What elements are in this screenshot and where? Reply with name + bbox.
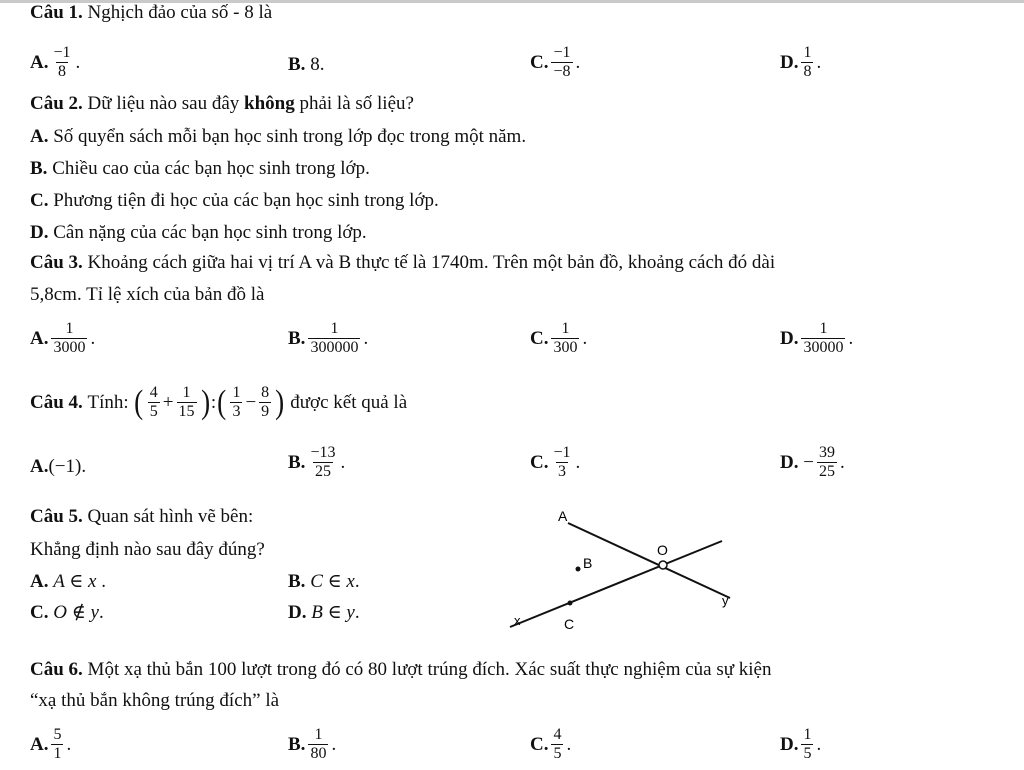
denominator: 80 — [310, 745, 327, 762]
option-label: D. — [780, 51, 799, 73]
question-text: phải là số liệu? — [299, 93, 414, 114]
numerator: −1 — [53, 44, 71, 61]
option-math: O ∉ y — [53, 602, 99, 623]
q2-option-a[interactable] — [30, 126, 526, 148]
option-label: D. — [288, 601, 307, 623]
question-label: Câu 6. — [30, 659, 83, 680]
q6-option-d[interactable] — [780, 726, 821, 763]
q4-option-d[interactable] — [780, 444, 845, 481]
point-label-b: B — [583, 555, 593, 571]
fraction — [148, 384, 160, 421]
paren-open: ( — [134, 383, 144, 421]
line-label-x: x — [514, 613, 521, 628]
option-label: D. — [780, 327, 799, 349]
fraction — [551, 320, 579, 357]
fraction — [801, 726, 813, 763]
suffix: . — [66, 733, 72, 755]
question-label: Câu 4. — [30, 391, 83, 413]
option-label: C. — [30, 601, 49, 623]
fraction — [551, 726, 563, 763]
numerator: 5 — [53, 726, 62, 743]
operator: + — [162, 391, 174, 413]
question-text: Nghịch đảo của số - 8 là — [87, 2, 273, 23]
option-text: Chiều cao của các bạn học sinh trong lớp. — [52, 158, 370, 179]
numerator: −13 — [310, 444, 336, 461]
suffix: . — [98, 601, 104, 623]
fraction — [51, 320, 87, 357]
question-text: được kết quả là — [290, 391, 408, 413]
q3-option-d[interactable] — [780, 320, 853, 357]
q3-option-c[interactable] — [530, 320, 587, 357]
q2-option-c[interactable] — [30, 190, 439, 212]
question-emphasis: không — [244, 93, 295, 114]
numerator: −1 — [553, 444, 571, 461]
option-label: B. — [288, 327, 306, 349]
denominator: 8 — [58, 63, 66, 80]
denominator: 1 — [53, 745, 62, 762]
fraction — [308, 320, 360, 357]
question-text: 5,8cm. Tỉ lệ xích của bản đồ là — [30, 284, 265, 305]
q6-option-a[interactable] — [30, 726, 71, 763]
point-c — [568, 601, 573, 606]
option-label: A. — [30, 327, 49, 349]
denominator: 25 — [818, 463, 835, 480]
fraction — [308, 726, 328, 763]
denominator: 30000 — [803, 339, 844, 356]
point-label-a: A — [558, 508, 568, 524]
option-label: B. — [288, 451, 306, 473]
question-text: Dữ liệu nào sau đây — [87, 93, 240, 114]
option-label: B. — [288, 54, 306, 75]
option-label: D. — [780, 733, 799, 755]
question-5-line2 — [30, 539, 265, 561]
operator: − — [245, 391, 257, 413]
numerator: 1 — [803, 726, 812, 743]
question-6 — [30, 659, 772, 681]
question-text: Khẳng định nào sau đây đúng? — [30, 539, 265, 560]
numerator: 1 — [330, 320, 339, 337]
denominator: 3 — [558, 463, 566, 480]
suffix: . — [363, 327, 369, 349]
question-6-line2 — [30, 690, 279, 712]
sign: − — [803, 451, 814, 473]
option-text: 8. — [310, 54, 325, 75]
suffix: . — [839, 451, 845, 473]
denominator: 5 — [803, 745, 812, 762]
q5-option-c[interactable] — [30, 601, 104, 624]
option-label: C. — [30, 190, 49, 211]
denominator: 3 — [232, 403, 241, 420]
q6-option-b[interactable] — [288, 726, 336, 763]
question-5 — [30, 506, 253, 528]
option-label: A. — [30, 51, 49, 73]
question-label: Câu 1. — [30, 2, 83, 23]
suffix: . — [816, 733, 822, 755]
suffix: . — [354, 570, 360, 592]
option-label: C. — [530, 733, 549, 755]
suffix: . — [90, 327, 96, 349]
q6-option-c[interactable] — [530, 726, 571, 763]
suffix: . — [101, 570, 106, 592]
option-label: A. — [30, 456, 49, 477]
suffix: . — [848, 327, 854, 349]
numerator: 1 — [314, 726, 323, 743]
question-4 — [30, 384, 407, 421]
question-3-line2 — [30, 284, 264, 306]
denominator: 8 — [803, 63, 812, 80]
question-label: Câu 3. — [30, 252, 83, 273]
denominator: 9 — [261, 403, 270, 420]
question-2 — [30, 93, 414, 115]
question-1 — [30, 2, 272, 24]
point-o — [659, 561, 667, 569]
denominator: 300 — [553, 339, 578, 356]
numerator: 1 — [182, 384, 191, 401]
paren-close: ) — [200, 383, 210, 421]
fraction — [308, 444, 337, 481]
suffix: . — [575, 51, 581, 73]
paren-open: ( — [217, 383, 227, 421]
q1-option-a[interactable] — [30, 44, 80, 81]
numerator: 4 — [149, 384, 158, 401]
numerator: 39 — [818, 444, 835, 461]
question-text: Khoảng cách giữa hai vị trí A và B thực tế là 1740m. Trên một bản đồ, khoảng cách đó dài — [87, 252, 776, 273]
q2-option-b[interactable] — [30, 158, 370, 180]
option-math: B ∈ y — [311, 602, 355, 623]
option-label: B. — [30, 158, 48, 179]
suffix: . — [582, 327, 588, 349]
suffix: . — [340, 451, 346, 473]
q4-option-b[interactable] — [288, 444, 345, 481]
option-label: B. — [288, 733, 306, 755]
option-label: A. — [30, 733, 49, 755]
numerator: 1 — [65, 320, 74, 337]
option-label: D. — [30, 222, 49, 243]
numerator: 1 — [803, 44, 812, 61]
fraction — [177, 384, 197, 421]
denominator: −8 — [553, 63, 571, 80]
question-text: Quan sát hình vẽ bên: — [87, 506, 254, 527]
option-text: Cân nặng của các bạn học sinh trong lớp. — [53, 222, 367, 243]
q5-option-a[interactable] — [30, 570, 106, 593]
option-label: A. — [30, 570, 49, 592]
line-x — [510, 541, 722, 627]
q4-option-a[interactable] — [30, 456, 86, 478]
option-label: D. — [780, 451, 799, 473]
q5-option-d[interactable] — [288, 601, 360, 624]
q1-option-b[interactable] — [288, 54, 324, 76]
fraction — [259, 384, 271, 421]
suffix: . — [566, 733, 572, 755]
numerator: 4 — [553, 726, 562, 743]
fraction — [230, 384, 242, 421]
geometry-figure — [500, 505, 740, 640]
q1-option-d[interactable] — [780, 44, 821, 81]
option-text: Phương tiện đi học của các bạn học sinh trong lớp. — [53, 190, 439, 211]
line-label-y: y — [722, 593, 729, 608]
q3-option-b[interactable] — [288, 320, 368, 357]
option-text: (−1). — [48, 456, 87, 477]
suffix: . — [354, 601, 360, 623]
option-math: A ∈ x — [53, 571, 97, 592]
numerator: 1 — [561, 320, 570, 337]
denominator: 5 — [149, 403, 158, 420]
fraction — [551, 444, 572, 481]
denominator: 5 — [553, 745, 562, 762]
numerator: 8 — [261, 384, 270, 401]
q5-option-b[interactable] — [288, 570, 360, 593]
q2-option-d[interactable] — [30, 222, 367, 244]
question-label: Câu 5. — [30, 506, 83, 527]
numerator: 1 — [232, 384, 241, 401]
suffix: . — [75, 51, 81, 73]
fraction — [51, 44, 72, 81]
q1-option-c[interactable] — [530, 44, 580, 81]
fraction — [817, 444, 837, 481]
option-label: C. — [530, 451, 549, 473]
operator: : — [210, 391, 217, 413]
denominator: 25 — [314, 463, 331, 480]
fraction — [551, 44, 572, 81]
numerator: −1 — [553, 44, 571, 61]
fraction — [801, 320, 845, 357]
option-label: C. — [530, 327, 549, 349]
paren-close: ) — [275, 383, 285, 421]
numerator: 1 — [819, 320, 828, 337]
denominator: 3000 — [53, 339, 86, 356]
point-label-o: O — [657, 542, 668, 558]
question-text: Tính: — [87, 391, 129, 413]
q4-option-c[interactable] — [530, 444, 580, 481]
option-math: C ∈ x — [310, 571, 355, 592]
option-label: B. — [288, 570, 306, 592]
question-text: “xạ thủ bắn không trúng đích” là — [30, 690, 280, 711]
suffix: . — [575, 451, 581, 473]
denominator: 15 — [178, 403, 195, 420]
option-text: Số quyển sách mỗi bạn học sinh trong lớp đọc trong một năm. — [53, 126, 527, 147]
suffix: . — [331, 733, 337, 755]
option-label: C. — [530, 51, 549, 73]
point-label-c: C — [564, 616, 575, 632]
option-label: A. — [30, 126, 49, 147]
question-label: Câu 2. — [30, 93, 83, 114]
suffix: . — [816, 51, 822, 73]
fraction — [51, 726, 63, 763]
question-3 — [30, 252, 775, 274]
question-text: Một xạ thủ bắn 100 lượt trong đó có 80 lượt trúng đích. Xác suất thực nghiệm của sự kiện — [87, 659, 772, 680]
point-b — [576, 567, 581, 572]
q3-option-a[interactable] — [30, 320, 95, 357]
fraction — [801, 44, 813, 81]
denominator: 300000 — [310, 339, 359, 356]
